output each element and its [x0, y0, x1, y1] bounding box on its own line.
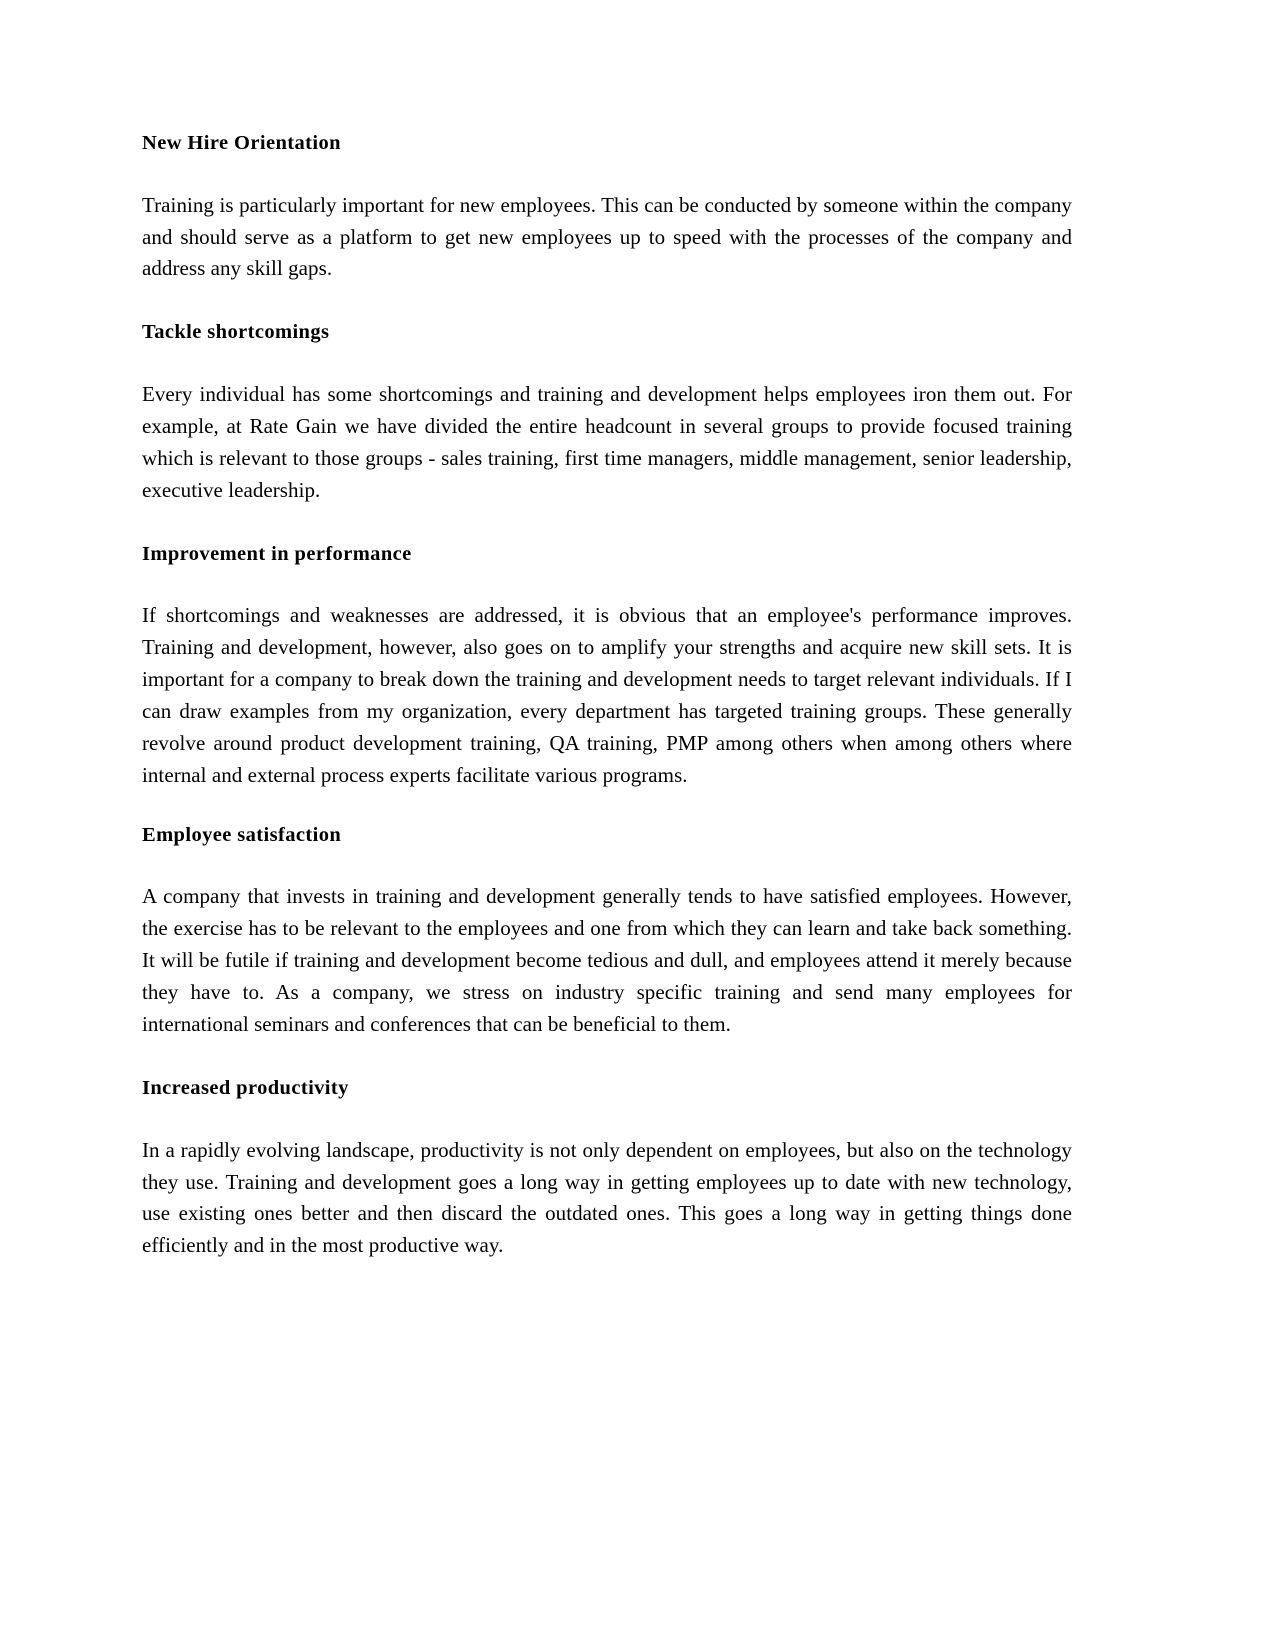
- spacer: [142, 1041, 1072, 1075]
- spacer: [142, 849, 1072, 881]
- spacer: [142, 792, 1072, 822]
- spacer: [142, 285, 1072, 319]
- section-paragraph-increased-productivity: In a rapidly evolving landscape, productivity is not only dependent on employees, but also on the technology they use. Training and development goes a long way in getting employees up to date with new technology, use existing ones better and then discard the outdated ones. This goes a long way in getting things done efficiently and in the most productive way.: [142, 1137, 1072, 1258]
- spacer: [142, 158, 1072, 190]
- section-heading-tackle-shortcomings: Tackle shortcomings: [142, 321, 330, 344]
- section-paragraph-improvement-in-performance: If shortcomings and weaknesses are addressed, it is obvious that an employee's performance improves. Training and development, however, also goes on to amplify your strengths and acquire new skill sets. It is important for a company to break down the training and development needs to target relevant individuals. If I can draw examples from my organization, every department has targeted training groups. These generally revolve around product development training, QA training, PMP among others when among others where internal and external process experts facilitate various programs.: [142, 603, 1072, 787]
- section-heading-employee-satisfaction: Employee satisfaction: [142, 823, 342, 846]
- spacer: [142, 568, 1072, 600]
- section-heading-improvement-in-performance: Improvement in performance: [142, 542, 412, 565]
- section-heading-new-hire-orientation: New Hire Orientation: [142, 132, 341, 154]
- section-heading-increased-productivity: Increased productivity: [142, 1077, 349, 1099]
- spacer: [142, 347, 1072, 379]
- section-paragraph-new-hire-orientation: Training is particularly important for new employees. This can be conducted by someone within the company and should serve as a platform to get new employees up to speed with the processes of the company and address any skill gaps.: [142, 192, 1072, 281]
- spacer: [142, 507, 1072, 541]
- section-paragraph-employee-satisfaction: A company that invests in training and development generally tends to have satisfied employees. However, the exercise has to be relevant to the employees and one from which they can learn and take back something. It will be futile if training and development become tedious and dull, and employees attend it merely because they have to. As a company, we stress on industry specific training and send many employees for international seminars and conferences that can be beneficial to them.: [142, 884, 1072, 1037]
- document-body: [142, 130, 1072, 1262]
- section-paragraph-tackle-shortcomings: Every individual has some shortcomings and training and development helps employees iron them out. For example, at Rate Gain we have divided the entire headcount in several groups to provide focused training which is relevant to those groups - sales training, first time managers, middle management, senior leadership, executive leadership.: [142, 382, 1072, 502]
- spacer: [142, 1103, 1072, 1135]
